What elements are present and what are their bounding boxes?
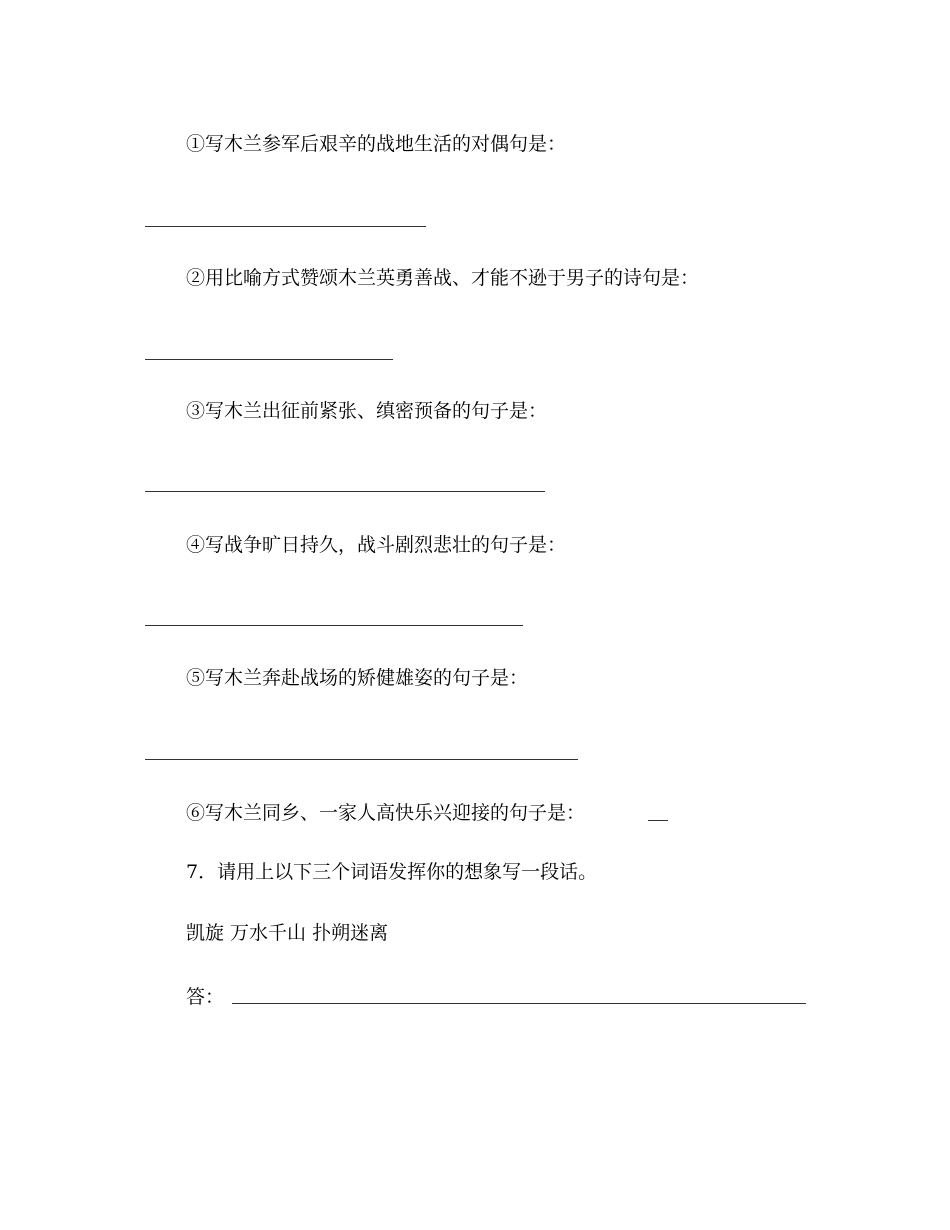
question-6: ⑥写木兰同乡、一家人高快乐兴迎接的句子是：	[186, 802, 586, 824]
question-1: ①写木兰参军后艰辛的战地生活的对偶句是：	[186, 133, 567, 155]
answer-line-1[interactable]	[145, 226, 426, 227]
answer-label: 答：	[186, 986, 225, 1008]
question-2: ②用比喻方式赞颂木兰英勇善战、才能不逊于男子的诗句是：	[186, 267, 700, 289]
question-4: ④写战争旷日持久，战斗剧烈悲壮的句子是：	[186, 534, 567, 556]
word-list: 凯旋 万水千山 扑朔迷离	[186, 922, 389, 944]
question-7-prompt: 7．请用上以下三个词语发挥你的想象写一段话。	[186, 861, 598, 883]
question-3: ③写木兰出征前紧张、缜密预备的句子是：	[186, 400, 548, 422]
answer-line-7[interactable]	[232, 1003, 806, 1004]
answer-line-5[interactable]	[145, 759, 578, 760]
answer-line-4[interactable]	[145, 625, 523, 626]
answer-line-6[interactable]	[648, 820, 668, 821]
answer-line-3[interactable]	[145, 491, 545, 492]
question-5: ⑤写木兰奔赴战场的矫健雄姿的句子是：	[186, 667, 529, 689]
answer-line-2[interactable]	[145, 359, 393, 360]
